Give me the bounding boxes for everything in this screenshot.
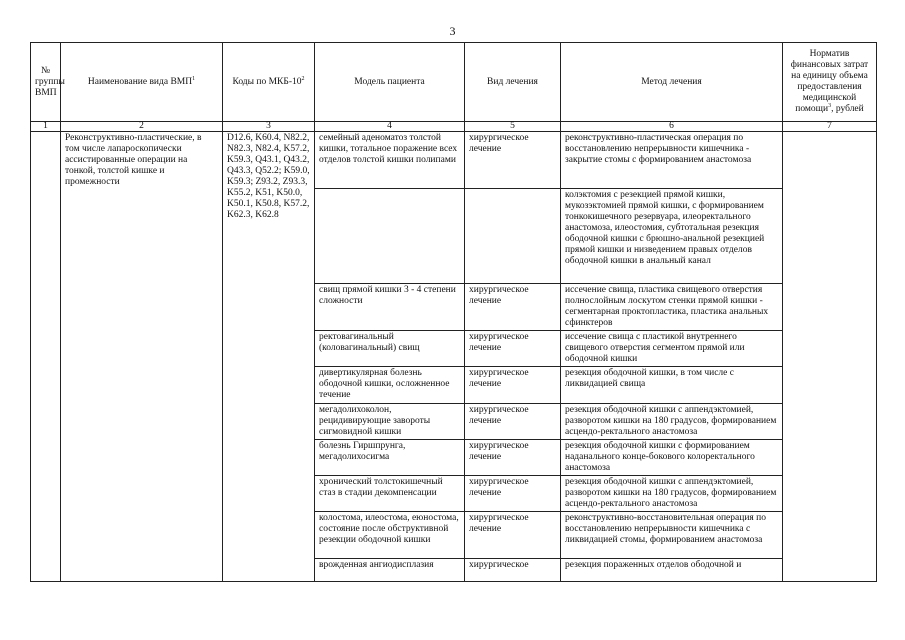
treatment-type-cell: хирургическое лечение [465, 512, 561, 559]
column-number: 5 [465, 122, 561, 132]
treatment-method-cell: иссечение свища с пластикой внутреннего свищевого отверстия сегментом прямой или ободочной кишки [561, 331, 783, 367]
treatment-method-cell: резекция ободочной кишки, в том числе с ликвидацией свища [561, 367, 783, 404]
treatment-method-cell: иссечение свища, пластика свищевого отверстия полнослойным лоскутом стенки прямой кишки - сегментарная проктопластика, пластика анальных сфинктеров [561, 284, 783, 331]
column-number: 3 [223, 122, 315, 132]
patient-model-cell: болезнь Гиршпрунга, мегадолихосигма [315, 440, 465, 476]
column-number: 7 [783, 122, 877, 132]
treatment-type-cell: хирургическое лечение [465, 284, 561, 331]
header-patient-model: Модель пациента [315, 43, 465, 122]
patient-model-cell: мегадолихоколон, рецидивирующие завороты сигмовидной кишки [315, 404, 465, 440]
header-treatment-method: Метод лечения [561, 43, 783, 122]
patient-model-cell: семейный аденоматоз толстой кишки, тотальное поражение всех отделов толстой кишки полипами [315, 132, 465, 189]
patient-model-cell: хронический толстокишечный стаз в стадии декомпенсации [315, 476, 465, 512]
column-number-row [31, 122, 877, 132]
patient-model-cell: врожденная ангиодисплазия [315, 559, 465, 582]
icd-codes-cell: D12.6, K60.4, N82.2, N82.3, N82.4, K57.2, K59.3, Q43.1, Q43.2, Q43.3, Q52.2; K59.0, K59.3; Z93.2, Z93.3, K55.2, K51, K50.0, K50.1, K50.8, K57.2, K62.3, K62.8 [223, 132, 315, 582]
treatment-method-cell: реконструктивно-пластическая операция по восстановлению непрерывности кишечника - закрытие стомы с формированием анастомоза [561, 132, 783, 189]
header-vmp-name: Наименование вида ВМП$^1$ [61, 43, 223, 122]
patient-model-cell: дивертикулярная болезнь ободочной кишки, осложненное течение [315, 367, 465, 404]
header-row [31, 43, 877, 122]
patient-model-cell: ректовагинальный (коловагинальный) свищ [315, 331, 465, 367]
patient-model-cell: свищ прямой кишки 3 - 4 степени сложности [315, 284, 465, 331]
treatment-type-cell: хирургическое лечение [465, 404, 561, 440]
column-number: 1 [31, 122, 61, 132]
treatment-method-cell: резекция ободочной кишки с аппендэктомией, разворотом кишки на 180 градусов, формированием асцендо-ректального анастомоза [561, 476, 783, 512]
treatment-method-cell: резекция ободочной кишки с аппендэктомией, разворотом кишки на 180 градусов, формированием асцендо-ректального анастомоза [561, 404, 783, 440]
header-cost-standard: Норматив финансовых затрат на единицу объема предоставления медицинской помощи$^3$, рублей [783, 43, 877, 122]
page-number: 3 [449, 24, 456, 38]
treatment-type-cell: хирургическое лечение [465, 132, 561, 189]
header-group-number: № группы ВМП [31, 43, 61, 122]
header-icd-codes: Коды по МКБ-$10^2$ [223, 43, 315, 122]
vmp-table [30, 42, 877, 582]
treatment-type-cell [465, 189, 561, 284]
patient-model-cell: колостома, илеостома, еюностома, состояние после обструктивной резекции ободочной кишки [315, 512, 465, 559]
header-treatment-type: Вид лечения [465, 43, 561, 122]
treatment-type-cell: хирургическое [465, 559, 561, 582]
treatment-method-cell: резекция ободочной кишки с формированием наданального конце-бокового колоректального анастомоза [561, 440, 783, 476]
page-bottom-margin [0, 592, 905, 640]
treatment-method-cell: реконструктивно-восстановительная операция по восстановлению непрерывности кишечника с ликвидацией стомы, формированием анастомоза [561, 512, 783, 559]
vmp-name-cell: Реконструктивно-пластические, в том числе лапароскопически ассистированные операции на тонкой, толстой кишке и промежности [61, 132, 223, 582]
column-number: 6 [561, 122, 783, 132]
group-number-cell [31, 132, 61, 582]
treatment-type-cell: хирургическое лечение [465, 440, 561, 476]
treatment-type-cell: хирургическое лечение [465, 367, 561, 404]
table-row [31, 132, 877, 189]
treatment-method-cell: резекция пораженных отделов ободочной и [561, 559, 783, 582]
patient-model-cell [315, 189, 465, 284]
column-number: 4 [315, 122, 465, 132]
treatment-method-cell: колэктомия с резекцией прямой кишки, мукозэктомией прямой кишки, с формированием тонкокишечного резервуара, илеоректального анастомоза, илеостомия, субтотальная резекция ободочной кишки с брюшно-анальной резекцией прямой кишки и низведением правых отделов ободочной кишки в анальный канал [561, 189, 783, 284]
column-number: 2 [61, 122, 223, 132]
treatment-type-cell: хирургическое лечение [465, 476, 561, 512]
treatment-type-cell: хирургическое лечение [465, 331, 561, 367]
cost-standard-cell [783, 132, 877, 582]
